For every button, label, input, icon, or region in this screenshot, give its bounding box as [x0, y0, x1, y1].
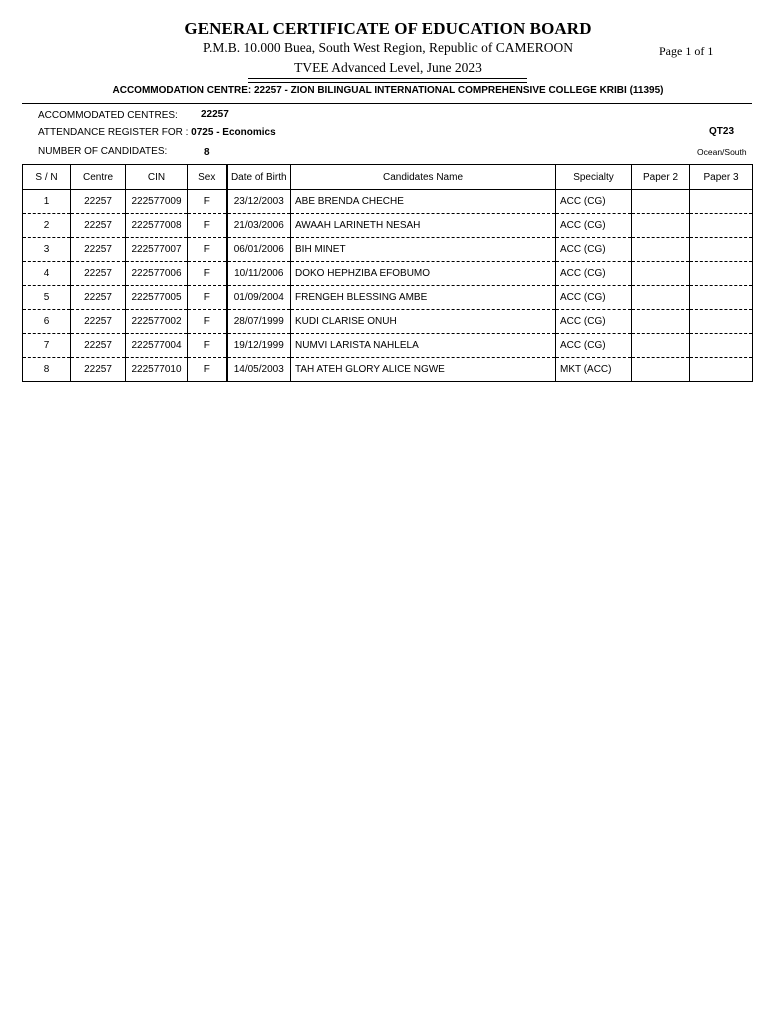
- table-row: [23, 238, 753, 262]
- board-address: P.M.B. 10.000 Buea, South West Region, Republic of CAMEROON: [203, 40, 573, 55]
- cell-sn: 2: [23, 214, 71, 238]
- cell-sn: 3: [23, 238, 71, 262]
- col-header-paper3: Paper 3: [690, 165, 753, 190]
- col-header-specialty: Specialty: [556, 165, 632, 190]
- cell-cin: 222577004: [126, 334, 188, 358]
- cell-cin: 222577006: [126, 262, 188, 286]
- cell-dob: 19/12/1999: [227, 334, 291, 358]
- cell-paper2: [632, 238, 690, 262]
- table-row: [23, 334, 753, 358]
- cell-name: DOKO HEPHZIBA EFOBUMO: [291, 262, 556, 286]
- cell-sn: 1: [43, 196, 50, 207]
- cell-name: FRENGEH BLESSING AMBE: [291, 286, 556, 310]
- table-header-row: [23, 165, 753, 190]
- table-row: [23, 310, 753, 334]
- col-header-sex: Sex: [188, 165, 227, 190]
- table-row: [23, 190, 753, 214]
- cell-paper3: [690, 358, 753, 382]
- cell-paper2: [632, 214, 690, 238]
- cell-paper2: [632, 334, 690, 358]
- col-header-name: Candidates Name: [291, 165, 556, 190]
- cell-paper2: [632, 190, 690, 214]
- cell-paper2: [632, 310, 690, 334]
- cell-cin: 222577009: [126, 190, 188, 214]
- cell-sex: F: [188, 358, 227, 382]
- cell-sn: 7: [23, 334, 71, 358]
- cell-cin: 222577007: [126, 238, 188, 262]
- cell-name: AWAAH LARINETH NESAH: [291, 214, 556, 238]
- cell-name: ABE BRENDA CHECHE: [291, 190, 556, 214]
- cell-sn: 8: [23, 358, 71, 382]
- cell-sn: 5: [23, 286, 71, 310]
- accommodated-centres-value: 22257: [201, 109, 229, 120]
- table-row: [23, 262, 753, 286]
- cell-centre: 22257: [71, 214, 126, 238]
- cell-sn: 4: [23, 262, 71, 286]
- double-divider: [248, 78, 527, 83]
- cell-paper2: [632, 286, 690, 310]
- accommodated-centres-label: ACCOMMODATED CENTRES:: [38, 110, 178, 121]
- cell-name: KUDI CLARISE ONUH: [291, 310, 556, 334]
- cell-paper3: [690, 190, 753, 214]
- cell-dob: 01/09/2004: [227, 286, 291, 310]
- cell-cin: 222577008: [126, 214, 188, 238]
- cell-sex: F: [188, 190, 227, 214]
- cell-paper3: [690, 334, 753, 358]
- cell-dob: 28/07/1999: [227, 310, 291, 334]
- cell-centre: 22257: [71, 358, 126, 382]
- cell-sex: F: [188, 262, 227, 286]
- cell-specialty: ACC (CG): [556, 190, 632, 214]
- attendance-table: [22, 164, 753, 382]
- cell-dob: 23/12/2003: [227, 190, 291, 214]
- col-header-dob: Date of Birth: [227, 165, 291, 190]
- number-of-candidates-label: NUMBER OF CANDIDATES:: [38, 146, 168, 157]
- cell-dob: 06/01/2006: [227, 238, 291, 262]
- col-header-centre: Centre: [71, 165, 126, 190]
- accommodation-centre: ACCOMMODATION CENTRE: 22257 - ZION BILINGUAL INTERNATIONAL COMPREHENSIVE COLLEGE KRIBI (11395): [112, 85, 664, 96]
- cell-sex: F: [188, 286, 227, 310]
- table-row: [23, 214, 753, 238]
- cell-centre: 22257: [71, 238, 126, 262]
- cell-sn: 6: [23, 310, 71, 334]
- region-label: Ocean/South: [697, 147, 747, 157]
- cell-sex: F: [188, 238, 227, 262]
- cell-specialty: ACC (CG): [556, 310, 632, 334]
- cell-cin: 222577002: [126, 310, 188, 334]
- cell-paper3: [690, 286, 753, 310]
- cell-name: BIH MINET: [291, 238, 556, 262]
- table-row: [23, 358, 753, 382]
- cell-name: TAH ATEH GLORY ALICE NGWE: [291, 358, 556, 382]
- cell-specialty: ACC (CG): [556, 334, 632, 358]
- attendance-register-label: ATTENDANCE REGISTER FOR :: [38, 127, 189, 138]
- col-header-sn: S / N: [23, 165, 71, 190]
- cell-paper2: [632, 358, 690, 382]
- col-header-paper2: Paper 2: [632, 165, 690, 190]
- cell-specialty: ACC (CG): [556, 214, 632, 238]
- cell-sex: F: [188, 214, 227, 238]
- cell-centre: 22257: [71, 310, 126, 334]
- cell-centre: 22257: [71, 334, 126, 358]
- cell-cin: 222577010: [126, 358, 188, 382]
- cell-paper2: [632, 262, 690, 286]
- cell-name: NUMVI LARISTA NAHLELA: [291, 334, 556, 358]
- board-title: GENERAL CERTIFICATE OF EDUCATION BOARD: [184, 19, 592, 38]
- number-of-candidates-value: 8: [204, 147, 210, 158]
- exam-session: TVEE Advanced Level, June 2023: [294, 60, 482, 75]
- attendance-register: [38, 127, 276, 138]
- header-rule: [22, 103, 752, 104]
- table-row: [23, 286, 753, 310]
- cell-sex: F: [188, 310, 227, 334]
- cell-specialty: ACC (CG): [556, 262, 632, 286]
- cell-sex: F: [188, 334, 227, 358]
- col-header-cin: CIN: [126, 165, 188, 190]
- cell-specialty: ACC (CG): [556, 286, 632, 310]
- cell-paper3: [690, 214, 753, 238]
- cell-dob: 10/11/2006: [227, 262, 291, 286]
- page-number: Page 1 of 1: [659, 44, 714, 58]
- cell-paper3: [690, 262, 753, 286]
- cell-specialty: MKT (ACC): [556, 358, 632, 382]
- cell-paper3: [690, 310, 753, 334]
- cell-dob: 21/03/2006: [227, 214, 291, 238]
- cell-cin: 222577005: [126, 286, 188, 310]
- paper-code: QT23: [709, 126, 735, 137]
- cell-centre: 22257: [71, 286, 126, 310]
- attendance-register-subject: 0725 - Economics: [191, 127, 276, 138]
- cell-paper3: [690, 238, 753, 262]
- cell-specialty: ACC (CG): [556, 238, 632, 262]
- cell-centre: 22257: [71, 262, 126, 286]
- cell-centre: 22257: [71, 190, 126, 214]
- cell-dob: 14/05/2003: [227, 358, 291, 382]
